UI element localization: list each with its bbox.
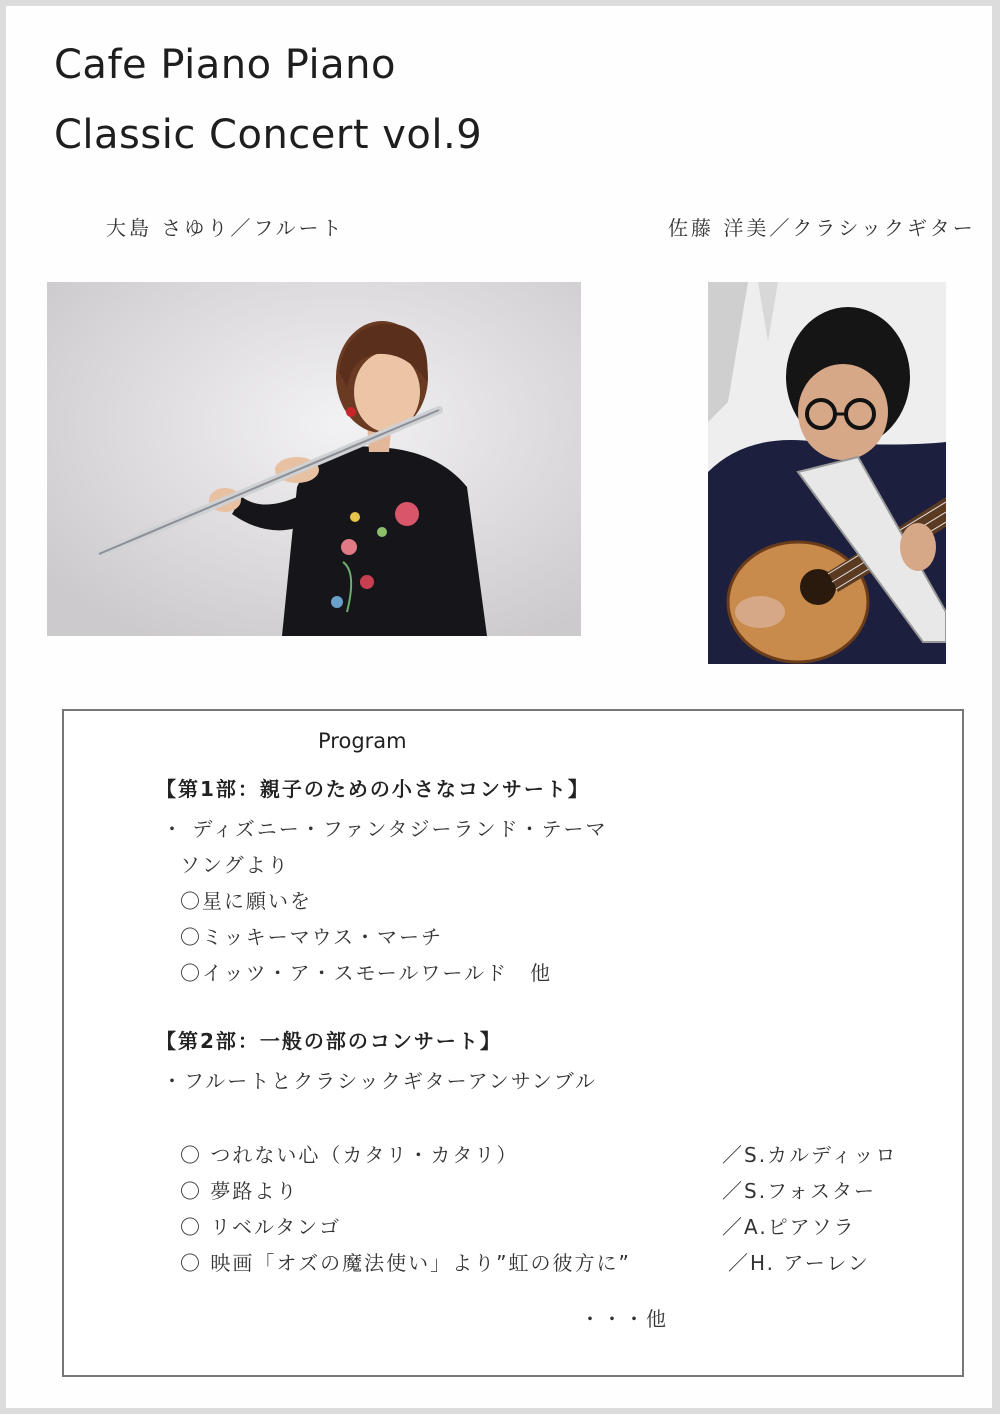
part2-composer: ／S.カルディッロ xyxy=(722,1143,898,1167)
part2-composer: ／H. アーレン xyxy=(728,1251,870,1275)
part2-composer: ／S.フォスター xyxy=(722,1179,877,1203)
flutist-photo xyxy=(47,282,581,636)
part2-piece: 〇 夢路より xyxy=(180,1179,299,1203)
part1-intro-line2: ソングより xyxy=(180,853,290,877)
part2-intro: ・フルートとクラシックギターアンサンブル xyxy=(162,1069,597,1093)
part2-piece: 〇 つれない心（カタリ・カタリ） xyxy=(180,1143,519,1167)
concert-flyer xyxy=(6,6,992,1408)
part2-piece: 〇 リベルタンゴ xyxy=(180,1215,342,1239)
part1-item: 〇ミッキーマウス・マーチ xyxy=(180,925,443,949)
part1-item: 〇イッツ・ア・スモールワールド 他 xyxy=(180,961,552,985)
performer-flute-label: 大島 さゆり／フルート xyxy=(106,216,345,240)
part1-title: 【第1部：親子のための小さなコンサート】 xyxy=(156,777,590,801)
part2-title: 【第2部：一般の部のコンサート】 xyxy=(156,1029,502,1053)
part2-composer: ／A.ピアソラ xyxy=(722,1215,856,1239)
program-box xyxy=(62,709,964,1377)
part2-piece: 〇 映画「オズの魔法使い」より”虹の彼方に” xyxy=(180,1251,631,1275)
title-line-2: Classic Concert vol.9 xyxy=(54,112,483,158)
guitarist-photo xyxy=(708,282,946,664)
program-heading: Program xyxy=(318,729,407,753)
part1-item: 〇星に願いを xyxy=(180,889,312,913)
part1-intro-line1: ・ ディズニー・ファンタジーランド・テーマ xyxy=(162,817,608,841)
part2-etc: ・・・他 xyxy=(580,1307,668,1331)
title-line-1: Cafe Piano Piano xyxy=(54,42,396,88)
performer-guitar-label: 佐藤 洋美／クラシックギター xyxy=(668,216,976,240)
